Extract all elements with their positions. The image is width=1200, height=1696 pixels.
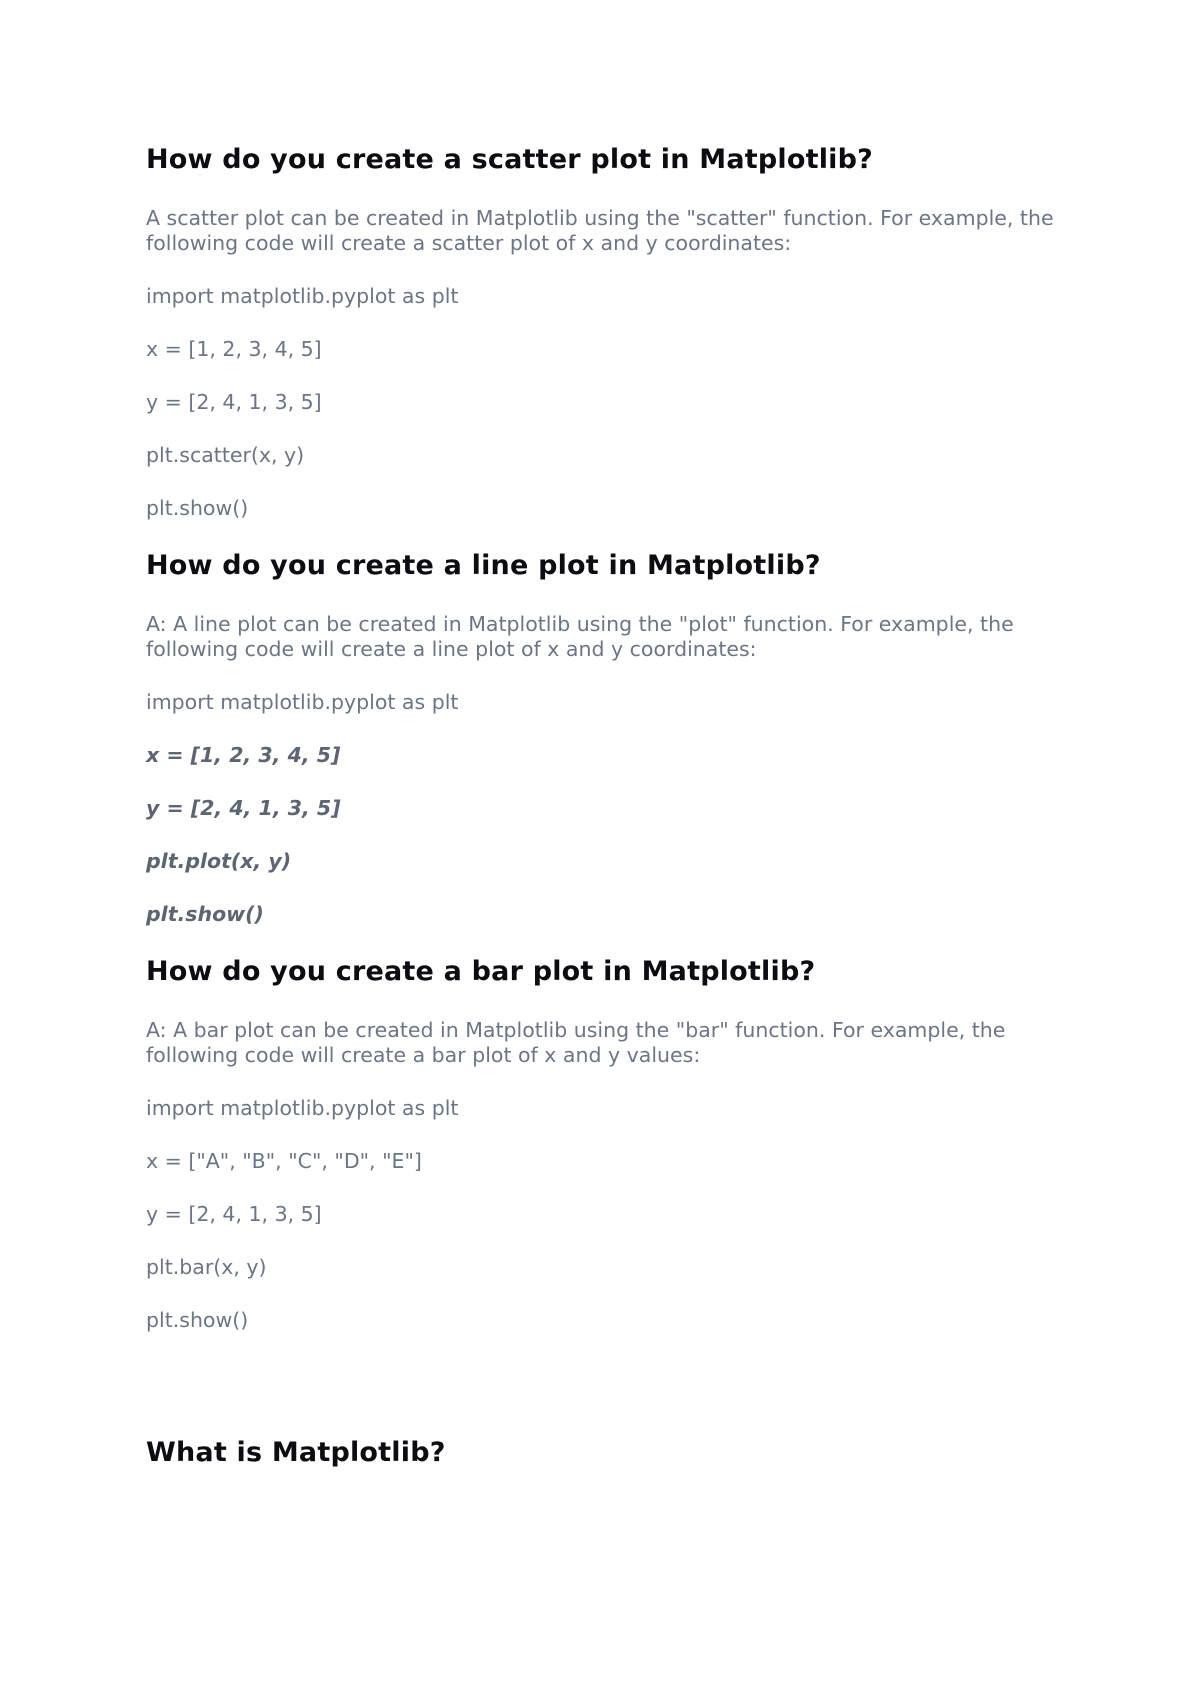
code-line: plt.show()	[146, 902, 264, 926]
code-line: import matplotlib.pyplot as plt	[146, 284, 459, 308]
code-line: import matplotlib.pyplot as plt	[146, 1096, 459, 1120]
section-heading-bar: How do you create a bar plot in Matplotlib?	[146, 956, 816, 987]
code-line: x = [1, 2, 3, 4, 5]	[146, 337, 322, 361]
code-line: x = ["A", "B", "C", "D", "E"]	[146, 1149, 422, 1173]
code-line: plt.scatter(x, y)	[146, 443, 305, 467]
section-intro-bar: A: A bar plot can be created in Matplotlib using the "bar" function. For example, the following code will create a bar plot of x and y values:	[146, 1018, 1006, 1067]
code-line: x = [1, 2, 3, 4, 5]	[146, 743, 341, 767]
code-line: y = [2, 4, 1, 3, 5]	[146, 390, 322, 414]
code-line: plt.show()	[146, 496, 249, 520]
code-line: plt.bar(x, y)	[146, 1255, 267, 1279]
code-line: plt.show()	[146, 1308, 249, 1332]
code-line: import matplotlib.pyplot as plt	[146, 690, 459, 714]
code-line: plt.plot(x, y)	[146, 849, 292, 873]
section-heading-line: How do you create a line plot in Matplotlib?	[146, 550, 821, 581]
section-heading-what-is: What is Matplotlib?	[146, 1437, 446, 1468]
section-intro-line: A: A line plot can be created in Matplotlib using the "plot" function. For example, the following code will create a line plot of x and y coordinates:	[146, 612, 1014, 661]
code-line: y = [2, 4, 1, 3, 5]	[146, 796, 341, 820]
code-line: y = [2, 4, 1, 3, 5]	[146, 1202, 322, 1226]
section-heading-scatter: How do you create a scatter plot in Matplotlib?	[146, 144, 874, 175]
section-intro-scatter: A scatter plot can be created in Matplotlib using the "scatter" function. For example, the following code will create a scatter plot of x and y coordinates:	[146, 206, 1054, 255]
